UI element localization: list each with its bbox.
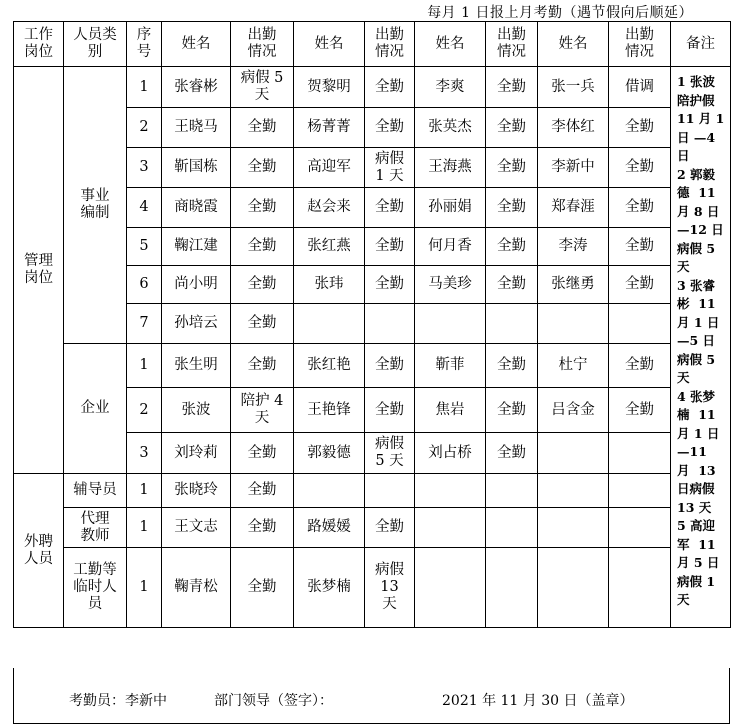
attendance-status: 病假 5 天 <box>231 67 294 108</box>
row-seq: 1 <box>127 344 162 388</box>
employee-name <box>294 304 365 344</box>
employee-name: 吕含金 <box>538 388 609 433</box>
group-external: 外聘 人员 <box>14 474 64 628</box>
remark-line: 日病假 <box>677 481 715 496</box>
footer-signature-area <box>13 668 730 724</box>
remark-line: 彬 11 <box>677 296 716 311</box>
attendance-status <box>609 433 671 474</box>
employee-name: 孙培云 <box>162 304 231 344</box>
employee-name: 张生明 <box>162 344 231 388</box>
attendance-status: 全勤 <box>365 388 415 433</box>
employee-name: 刘玲莉 <box>162 433 231 474</box>
employee-name: 刘占桥 <box>415 433 486 474</box>
employee-name: 何月香 <box>415 228 486 266</box>
row-seq: 2 <box>127 108 162 148</box>
attendance-status: 全勤 <box>486 266 538 304</box>
remark-line: 军 11 <box>677 536 716 552</box>
attendance-status: 全勤 <box>231 548 294 628</box>
header-seq: 序 号 <box>127 22 162 67</box>
group-management: 管理 岗位 <box>14 67 64 474</box>
remark-line: 13 天 <box>677 499 712 515</box>
employee-name: 李新中 <box>538 148 609 188</box>
attendance-status <box>365 304 415 344</box>
attendance-status: 全勤 <box>609 228 671 266</box>
employee-name: 王海燕 <box>415 148 486 188</box>
attendance-status: 全勤 <box>365 108 415 148</box>
remark-line: 月 5 日 <box>677 555 720 570</box>
attendance-status <box>486 508 538 548</box>
attendance-table <box>13 21 731 628</box>
header-post: 工作 岗位 <box>14 22 64 67</box>
header-category: 人员类 别 <box>64 22 127 67</box>
employee-name: 鞠青松 <box>162 548 231 628</box>
footer-clerk: 考勤员：李新中 <box>69 693 167 709</box>
row-seq: 2 <box>127 388 162 433</box>
attendance-status <box>486 304 538 344</box>
header-name: 姓名 <box>294 22 365 67</box>
remark-line: —5 日 <box>677 333 716 348</box>
remark-line: —12 日 <box>677 222 724 237</box>
attendance-status: 全勤 <box>231 148 294 188</box>
attendance-status <box>609 508 671 548</box>
row-seq: 1 <box>127 474 162 508</box>
attendance-status: 全勤 <box>609 188 671 228</box>
report-deadline-note: 每月 1 日报上月考勤（遇节假向后顺延） <box>427 5 693 21</box>
attendance-status: 全勤 <box>231 228 294 266</box>
remark-line: 天 <box>677 370 690 385</box>
attendance-status: 全勤 <box>486 433 538 474</box>
attendance-status: 病假 13 天 <box>365 548 415 628</box>
remark-line: 1 张波 <box>677 74 716 89</box>
remark-line: 月 1 日 <box>677 425 720 441</box>
remark-line: 病假 1 <box>677 573 716 589</box>
employee-name: 孙丽娟 <box>415 188 486 228</box>
attendance-status <box>609 474 671 508</box>
employee-name: 李涛 <box>538 228 609 266</box>
remark-line: 楠 11 <box>677 407 716 422</box>
row-seq: 4 <box>127 188 162 228</box>
footer-leader-signature: 部门领导（签字）： <box>214 693 333 709</box>
row-seq: 6 <box>127 266 162 304</box>
attendance-status: 全勤 <box>365 344 415 388</box>
attendance-status: 全勤 <box>231 474 294 508</box>
employee-name: 马美珍 <box>415 266 486 304</box>
attendance-status: 全勤 <box>231 108 294 148</box>
attendance-status <box>365 474 415 508</box>
attendance-status: 全勤 <box>365 508 415 548</box>
attendance-status: 全勤 <box>231 266 294 304</box>
attendance-status: 全勤 <box>365 67 415 108</box>
attendance-status <box>609 304 671 344</box>
attendance-status: 全勤 <box>365 266 415 304</box>
employee-name: 张英杰 <box>415 108 486 148</box>
attendance-status <box>486 548 538 628</box>
attendance-status: 全勤 <box>486 148 538 188</box>
header-row <box>14 22 731 67</box>
employee-name: 张红艳 <box>294 344 365 388</box>
employee-name: 张晓玲 <box>162 474 231 508</box>
group-substitute: 代理 教师 <box>64 508 127 548</box>
employee-name <box>415 304 486 344</box>
remark-line: 月 8 日 <box>677 203 720 219</box>
remark-line: 天 <box>677 259 690 274</box>
group-establishment: 事业 编制 <box>64 67 127 344</box>
remark-line: 3 张睿 <box>677 277 716 293</box>
attendance-status: 全勤 <box>486 228 538 266</box>
employee-name: 张红燕 <box>294 228 365 266</box>
attendance-status: 病假 5 天 <box>365 433 415 474</box>
attendance-status: 全勤 <box>609 148 671 188</box>
remark-line: 5 高迎 <box>677 518 716 533</box>
attendance-status: 全勤 <box>609 344 671 388</box>
remark-line: 月 13 <box>677 462 716 478</box>
attendance-status: 全勤 <box>486 388 538 433</box>
table-row <box>14 344 731 388</box>
employee-name <box>415 548 486 628</box>
header-name: 姓名 <box>162 22 231 67</box>
employee-name: 高迎军 <box>294 148 365 188</box>
group-enterprise: 企业 <box>64 344 127 474</box>
header-attendance: 出勤 情况 <box>609 22 671 67</box>
employee-name: 商晓霞 <box>162 188 231 228</box>
row-seq: 7 <box>127 304 162 344</box>
employee-name: 赵会来 <box>294 188 365 228</box>
header-name: 姓名 <box>415 22 486 67</box>
remark-line: 2 郭毅 <box>677 166 716 182</box>
employee-name <box>415 474 486 508</box>
employee-name: 李爽 <box>415 67 486 108</box>
remark-line: 4 张梦 <box>677 388 716 404</box>
attendance-status: 全勤 <box>231 508 294 548</box>
attendance-status: 全勤 <box>609 388 671 433</box>
row-seq: 1 <box>127 508 162 548</box>
remark-notes <box>671 67 731 628</box>
employee-name: 郭毅德 <box>294 433 365 474</box>
employee-name: 尚小明 <box>162 266 231 304</box>
attendance-status: 全勤 <box>231 433 294 474</box>
row-seq: 3 <box>127 148 162 188</box>
row-seq: 5 <box>127 228 162 266</box>
header-attendance: 出勤 情况 <box>486 22 538 67</box>
group-counselor: 辅导员 <box>64 474 127 508</box>
header-attendance: 出勤 情况 <box>365 22 415 67</box>
attendance-status: 全勤 <box>486 188 538 228</box>
row-seq: 3 <box>127 433 162 474</box>
employee-name: 王晓马 <box>162 108 231 148</box>
remark-line: 病假 5 <box>677 240 716 256</box>
employee-name: 王文志 <box>162 508 231 548</box>
remark-line: 月 1 日 <box>677 314 720 330</box>
employee-name: 焦岩 <box>415 388 486 433</box>
remark-line: 天 <box>677 592 690 607</box>
row-seq: 1 <box>127 548 162 628</box>
employee-name: 张波 <box>162 388 231 433</box>
attendance-status: 全勤 <box>231 344 294 388</box>
employee-name <box>415 508 486 548</box>
remark-line: —11 <box>677 444 707 459</box>
table-row <box>14 67 731 108</box>
remark-line: 病假 5 <box>677 351 716 367</box>
remark-line: 日 <box>677 148 690 163</box>
header-attendance: 出勤 情况 <box>231 22 294 67</box>
table-row <box>14 474 731 508</box>
employee-name: 郑春涯 <box>538 188 609 228</box>
attendance-status: 全勤 <box>486 67 538 108</box>
employee-name <box>294 474 365 508</box>
attendance-status: 全勤 <box>231 304 294 344</box>
attendance-status: 全勤 <box>609 266 671 304</box>
remark-line: 陪护假 <box>677 92 715 108</box>
remark-line: 日 —4 <box>677 129 716 145</box>
employee-name <box>538 508 609 548</box>
employee-name: 杨菁菁 <box>294 108 365 148</box>
attendance-status: 全勤 <box>486 108 538 148</box>
employee-name: 贺黎明 <box>294 67 365 108</box>
employee-name: 张一兵 <box>538 67 609 108</box>
table-row <box>14 548 731 628</box>
header-name: 姓名 <box>538 22 609 67</box>
employee-name: 靳菲 <box>415 344 486 388</box>
attendance-status: 全勤 <box>365 228 415 266</box>
employee-name: 靳国栋 <box>162 148 231 188</box>
attendance-status <box>486 474 538 508</box>
employee-name <box>538 548 609 628</box>
attendance-status: 病假 1 天 <box>365 148 415 188</box>
remark-line: 11 月 1 <box>677 111 725 126</box>
attendance-status: 陪护 4 天 <box>231 388 294 433</box>
employee-name: 张玮 <box>294 266 365 304</box>
row-seq: 1 <box>127 67 162 108</box>
table-row <box>14 508 731 548</box>
employee-name <box>538 304 609 344</box>
employee-name <box>538 474 609 508</box>
attendance-status: 借调 <box>609 67 671 108</box>
footer-date-seal: 2021 年 11 月 30 日（盖章） <box>442 693 634 709</box>
employee-name: 张睿彬 <box>162 67 231 108</box>
employee-name: 李体红 <box>538 108 609 148</box>
remark-line: 德 11 <box>677 185 716 200</box>
employee-name: 张梦楠 <box>294 548 365 628</box>
header-remark: 备注 <box>671 22 731 67</box>
attendance-status <box>609 548 671 628</box>
group-temporary: 工勤等 临时人 员 <box>64 548 127 628</box>
employee-name <box>538 433 609 474</box>
attendance-status: 全勤 <box>365 188 415 228</box>
employee-name: 张继勇 <box>538 266 609 304</box>
employee-name: 路媛媛 <box>294 508 365 548</box>
attendance-status: 全勤 <box>486 344 538 388</box>
attendance-status: 全勤 <box>231 188 294 228</box>
employee-name: 王艳锋 <box>294 388 365 433</box>
attendance-status: 全勤 <box>609 108 671 148</box>
employee-name: 杜宁 <box>538 344 609 388</box>
employee-name: 鞠江建 <box>162 228 231 266</box>
